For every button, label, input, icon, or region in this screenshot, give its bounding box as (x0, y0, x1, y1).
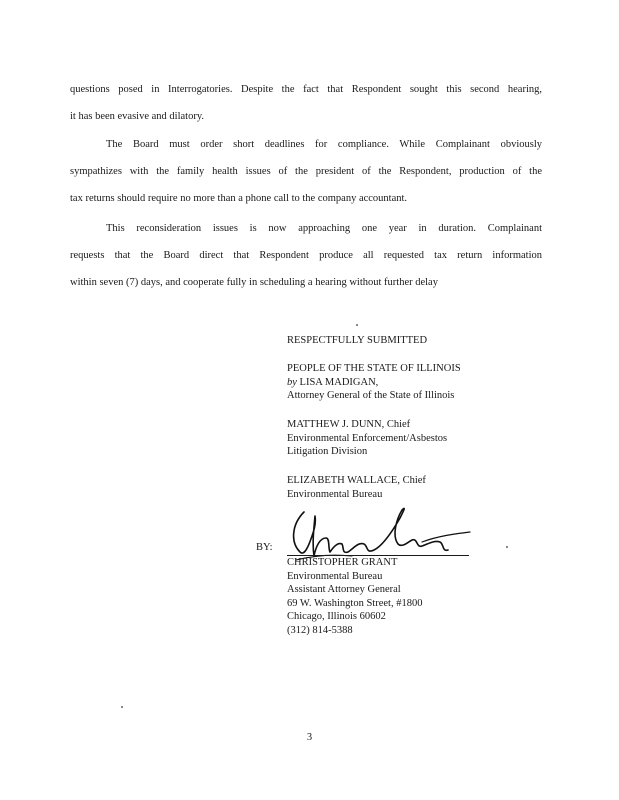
attorney-general-line (287, 376, 461, 390)
signer-title: Assistant Attorney General (287, 584, 401, 595)
text-line: within seven (7) days, and cooperate fully in scheduling a hearing without further delay (70, 276, 438, 288)
party-block (287, 362, 461, 403)
by-label: BY: (256, 542, 273, 553)
attorney-general-title: Attorney General of the State of Illinois (287, 390, 455, 401)
closing-text: RESPECTFULLY SUBMITTED (287, 335, 428, 346)
scan-speck (121, 706, 123, 708)
text-line: The Board must order short deadlines for compliance. While Complainant obviously (106, 139, 542, 150)
address-line-1: 69 W. Washington Street, #1800 (287, 597, 423, 609)
chief-1-division: Environmental Enforcement/Asbestos (287, 432, 448, 444)
paragraph-3 (70, 216, 542, 296)
text-line: This reconsideration issues is now approaching one year in duration. Complainant (106, 223, 542, 234)
phone-number: (312) 814-5388 (287, 624, 353, 636)
closing (287, 334, 427, 348)
chief-1-division-2: Litigation Division (287, 446, 368, 457)
signer-name: CHRISTOPHER GRANT (287, 557, 398, 568)
text-line: it has been evasive and dilatory. (70, 110, 205, 122)
by-prefix: by (287, 376, 297, 388)
text-line: sympathizes with the family health issues of the president of the Respondent, production of the (70, 165, 542, 177)
paragraph-1 (70, 77, 542, 131)
scan-speck (506, 546, 508, 548)
chief-2-name: ELIZABETH WALLACE, Chief (287, 475, 426, 486)
text-line: questions posed in Interrogatories. Despite the fact that Respondent sought this second hearing, (70, 84, 542, 95)
page-number: 3 (306, 732, 313, 743)
signer-bureau: Environmental Bureau (287, 570, 383, 582)
chief-1-block (287, 418, 447, 459)
paragraph-2 (70, 132, 542, 212)
chief-2-block (287, 474, 426, 501)
chief-2-division: Environmental Bureau (287, 488, 383, 500)
attorney-general-name: LISA MADIGAN, (299, 376, 379, 388)
signer-block (287, 556, 422, 637)
chief-1-name: MATTHEW J. DUNN, Chief (287, 419, 411, 430)
address-line-2: Chicago, Illinois 60602 (287, 611, 386, 622)
text-line: tax returns should require no more than a phone call to the company accountant. (70, 192, 408, 204)
scan-speck (356, 324, 358, 326)
party-name: PEOPLE OF THE STATE OF ILLINOIS (287, 363, 461, 374)
text-line: requests that the Board direct that Respondent produce all requested tax return information (70, 249, 542, 261)
